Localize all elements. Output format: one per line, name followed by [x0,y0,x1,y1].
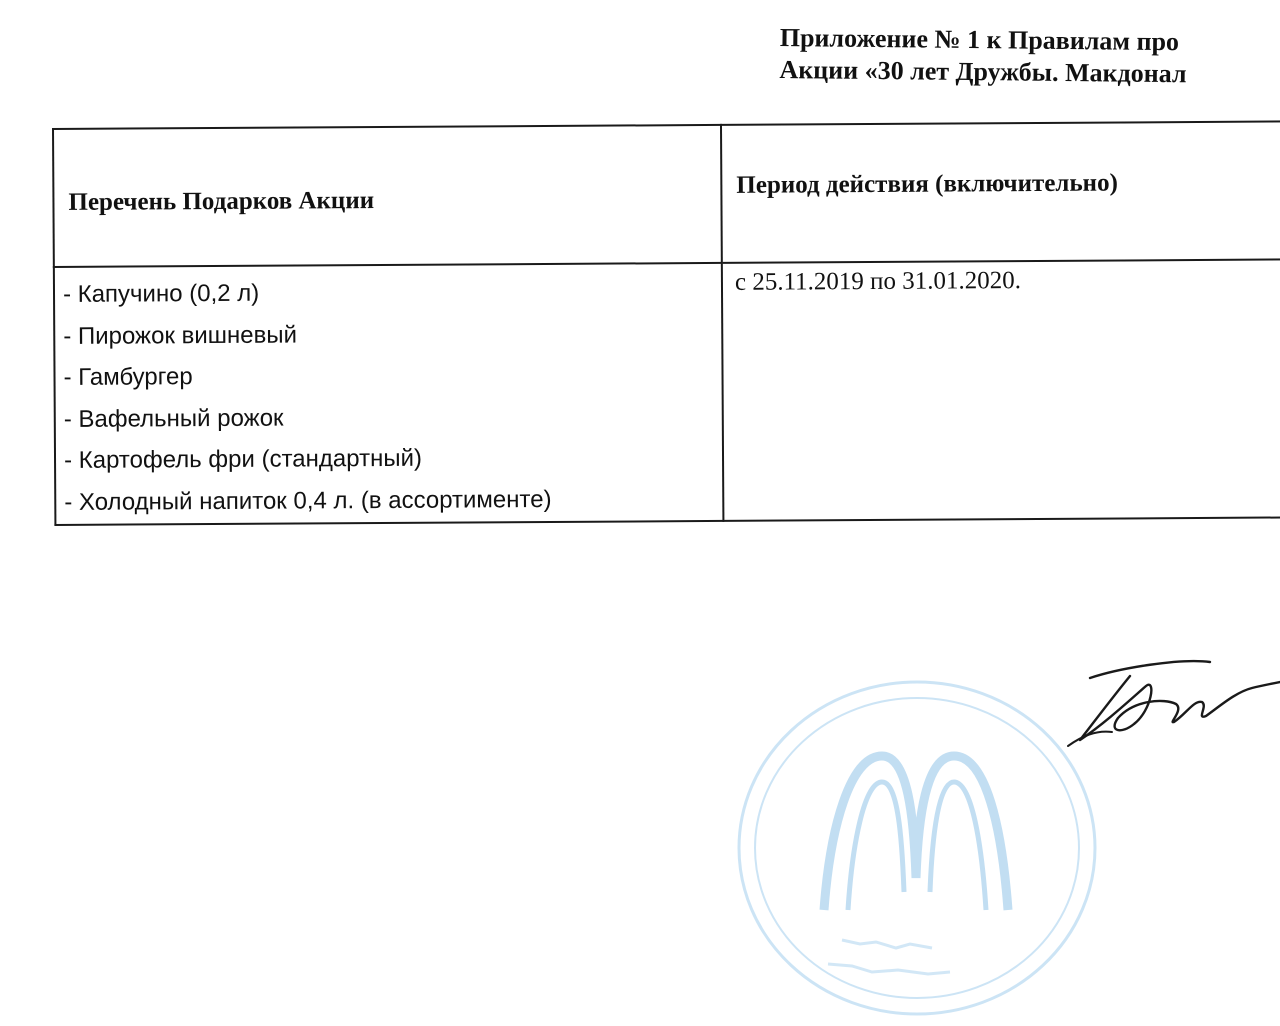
heading-line-2: Акции «30 лет Дружбы. Макдонал [779,54,1187,89]
table-row [54,259,1280,525]
header-period: Период действия (включительно) [721,121,1280,262]
gifts-list [63,270,723,523]
stamp-text-marks [828,940,950,974]
document-heading [779,22,1280,91]
table-header-row [53,121,1280,267]
list-item: - Вафельный рожок [63,404,284,433]
gifts-cell [54,263,724,525]
handwritten-signature [1060,640,1280,760]
gifts-table-container [52,120,1280,516]
company-stamp [732,678,1102,1018]
period-cell: с 25.11.2019 по 31.01.2020. [722,259,1280,520]
golden-arches-logo [824,756,1008,910]
list-item: - Картофель фри (стандартный) [63,444,423,474]
heading-line-1: Приложение № 1 к Правилам про [779,22,1180,57]
list-item: - Холодный напиток 0,4 л. (в ассортименте) [64,485,552,516]
list-item: - Капучино (0,2 л) [62,279,260,308]
list-item: - Гамбургер [63,363,193,391]
list-item: - Пирожок вишневый [63,321,298,350]
gifts-table [52,120,1280,526]
header-gifts: Перечень Подарков Акции [53,125,722,267]
